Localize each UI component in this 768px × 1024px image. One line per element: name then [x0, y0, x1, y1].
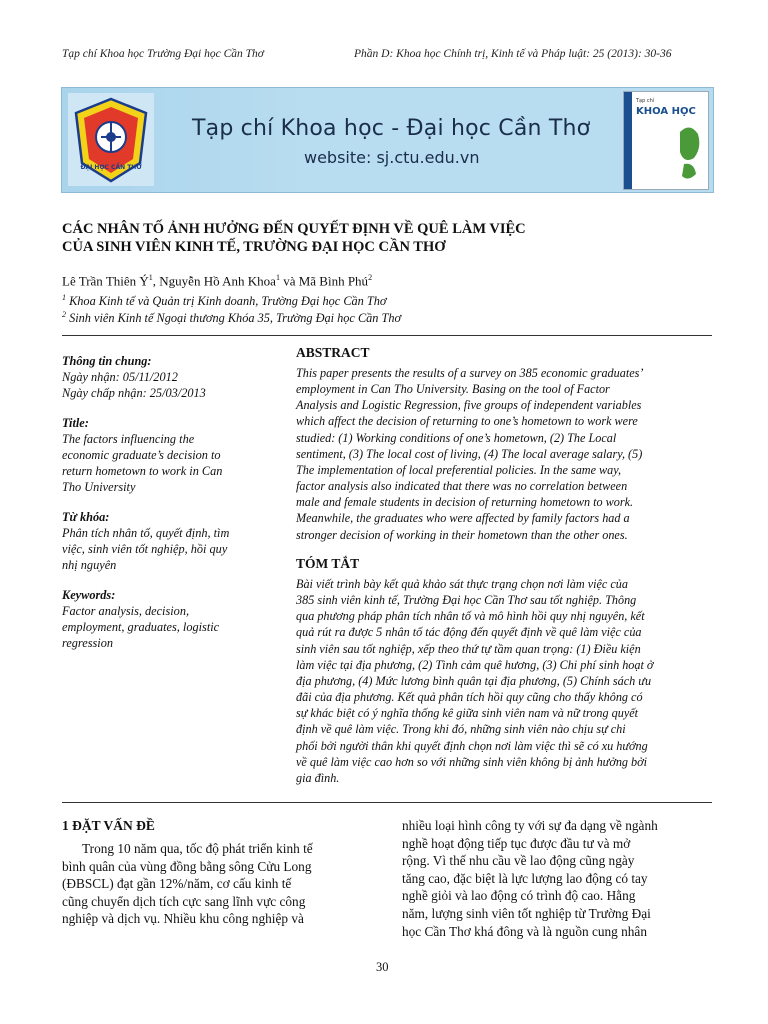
english-title-heading: Title:	[62, 416, 89, 430]
abstract-line: stronger decision of working in their hometown than the other ones.	[296, 527, 628, 542]
abstract-line: This paper presents the results of a survey on 385 economic graduates’	[296, 366, 644, 380]
author-affiliation-mark: 2	[368, 273, 373, 282]
affiliation-mark: 1	[62, 293, 66, 302]
tomtat-line: đãi của địa phương. Kết quả phân tích hồi quy cũng cho thấy không có	[296, 690, 643, 705]
tomtat-section	[296, 556, 710, 786]
abstract-body	[296, 365, 710, 543]
running-header-issue: Phần D: Khoa học Chính trị, Kinh tế và Pháp luật: 25 (2013): 30-36	[354, 48, 672, 60]
author-affiliation-mark: 1	[148, 273, 153, 282]
author-name: Mã Bình Phú	[298, 273, 369, 289]
section-1-right-column	[402, 817, 710, 940]
body-line: cũng chuyển dịch tích cực sang lĩnh vực công	[62, 893, 306, 909]
tomtat-line: về quê làm việc cao hơn so với những sinh viên không bị ảnh hưởng bởi	[296, 754, 648, 769]
abstract-line: studied: (1) Working conditions of one’s hometown, (2) The Local	[296, 430, 617, 445]
abstract-line: employment in Can Tho University. Basing on the tool of Factor	[296, 382, 610, 397]
received-date: Ngày nhận: 05/11/2012	[62, 370, 178, 384]
author-name: Nguyễn Hồ Anh Khoa	[159, 273, 276, 289]
body-line: nghề hoạt động tiếp tục được đầu tư và mở	[402, 835, 631, 851]
running-header-journal: Tạp chí Khoa học Trường Đại học Cần Thơ	[62, 48, 264, 60]
abstract-line: Analysis and Logistic Regression, five groups of independent variables	[296, 398, 642, 413]
english-keywords-heading: Keywords:	[62, 588, 116, 602]
affiliation-2	[62, 310, 401, 326]
tomtat-line: sinh viên sau tốt nghiệp, xếp theo thứ tự tầm quan trọng: (1) Điều kiện	[296, 641, 641, 656]
body-line: học Cần Thơ khá đông và là nguồn cung nhân	[402, 923, 647, 939]
article-info-sidebar	[62, 353, 272, 660]
tomtat-line: 385 sinh viên kinh tế, Trường Đại học Cần Thơ sau tốt nghiệp. Thông	[296, 593, 637, 608]
body-line: nghề giỏi và lao động có trình độ cao. Hằng	[402, 888, 636, 904]
university-logo-icon	[68, 93, 154, 186]
english-keywords-line: regression	[62, 636, 114, 650]
abstract-line: sentiment, (3) The local cost of living, (4) The local average salary, (5)	[296, 446, 643, 461]
english-keywords-line: employment, graduates, logistic	[62, 620, 220, 634]
abstract-line: Meanwhile, the graduates who were affected by family factors had a	[296, 511, 630, 526]
english-title-line: Tho University	[62, 480, 136, 494]
abstract-line: male and female students in decision of returning hometown to work.	[296, 495, 634, 510]
body-line: rộng. Vì thế nhu cầu về lao động cũng ngày	[402, 853, 635, 869]
body-line: nhiều loại hình công ty với sự đa dạng về ngành	[402, 818, 658, 833]
english-title-line: The factors influencing the	[62, 432, 195, 446]
tomtat-line: định về quê làm việc. Trong khi đó, những sinh viên nào chịu sự chi	[296, 722, 626, 737]
cover-label: Tạp chí	[636, 98, 655, 104]
abstract-line: The implementation of local preferential policies. In the same way,	[296, 462, 622, 477]
author-separator: và	[279, 273, 299, 289]
abstract-line: factor analysis also indicated that there was no correlation between	[296, 479, 628, 494]
author-name: Lê Trần Thiên Ý	[62, 273, 149, 289]
english-title-block	[62, 415, 272, 495]
general-info-block	[62, 353, 272, 401]
english-title-line: economic graduate’s decision to	[62, 448, 221, 462]
english-title-line: return hometown to work in Can	[62, 464, 223, 478]
vietnamese-keywords-line: nhị nguyên	[62, 558, 117, 572]
section-1-heading: 1 ĐẶT VẤN ĐỀ	[62, 818, 155, 833]
body-line: năm, lượng sinh viên tốt nghiệp từ Trường Đại	[402, 905, 651, 921]
divider-top	[62, 335, 712, 336]
tomtat-line: gia đình.	[296, 770, 340, 785]
abstract-line: which affect the decision of returning to one’s hometown to work were	[296, 414, 638, 429]
article-title-line-2: CỦA SINH VIÊN KINH TẾ, TRƯỜNG ĐẠI HỌC CẦN THƠ	[62, 239, 446, 255]
journal-cover-thumbnail	[623, 91, 709, 190]
tomtat-line: Bài viết trình bày kết quả khảo sát thực trạng chọn nơi làm việc của	[296, 577, 628, 591]
affiliation-text: Khoa Kinh tế và Quản trị Kinh doanh, Trường Đại học Cần Thơ	[66, 294, 387, 309]
tomtat-heading: TÓM TẮT	[296, 556, 360, 571]
article-title-line-1: CÁC NHÂN TỐ ẢNH HƯỞNG ĐẾN QUYẾT ĐỊNH VỀ QUÊ LÀM VIỆC	[62, 221, 526, 237]
general-info-heading: Thông tin chung:	[62, 354, 152, 368]
body-line: Trong 10 năm qua, tốc độ phát triển kinh tế	[82, 841, 313, 856]
tomtat-line: qua phương pháp phân tích nhân tố và mô hình hồi quy nhị nguyên, kết	[296, 609, 645, 624]
body-line: (ĐBSCL) đạt gần 12%/năm, cơ cấu kinh tế	[62, 876, 292, 892]
tomtat-line: phối bởi người thân khi quyết định chọn nơi làm việc thì sẽ có xu hướng	[296, 738, 648, 753]
affiliation-mark: 2	[62, 310, 66, 319]
abstract-heading: ABSTRACT	[296, 345, 370, 360]
section-1-left-text	[62, 840, 364, 928]
english-keywords-line: Factor analysis, decision,	[62, 604, 190, 618]
tomtat-body	[296, 576, 710, 786]
vietnamese-keywords-line: việc, sinh viên tốt nghiệp, hồi quy	[62, 542, 228, 556]
cover-title: KHOA HỌC	[636, 106, 696, 117]
vietnamese-keywords-block	[62, 509, 272, 573]
banner-title: Tạp chí Khoa học - Đại học Cần Thơ	[192, 116, 591, 141]
article-title	[62, 220, 702, 256]
tomtat-line: làm việc tại địa phương, (2) Tình cảm quê hương, (3) Chi phí sinh hoạt ở	[296, 657, 654, 672]
tomtat-line: địa phương, (4) Mức lương bình quân tại địa phương, (5) Chính sách ưu	[296, 673, 652, 688]
divider-bottom	[62, 802, 712, 803]
tomtat-line: quả rút ra được 5 nhân tố tác động đến quyết định về quê làm việc của	[296, 625, 642, 640]
page-number: 30	[376, 960, 389, 974]
body-line: nghiệp và dịch vụ. Nhiều khu công nghiệp và	[62, 911, 304, 927]
banner-website: website: sj.ctu.edu.vn	[304, 148, 480, 167]
affiliation-text: Sinh viên Kinh tế Ngoại thương Khóa 35, Trường Đại học Cần Thơ	[66, 311, 402, 326]
english-keywords-block	[62, 587, 272, 651]
accepted-date: Ngày chấp nhận: 25/03/2013	[62, 386, 206, 400]
tomtat-line: sự khác biệt có ý nghĩa thống kê giữa sinh viên nam và nữ trong quyết	[296, 706, 639, 721]
section-1-left-column	[62, 818, 364, 928]
vietnamese-keywords-line: Phân tích nhân tố, quyết định, tìm	[62, 526, 230, 540]
author-list	[62, 273, 372, 289]
logo-text: ĐẠI HỌC CẦN THƠ	[80, 164, 142, 171]
vietnamese-keywords-heading: Từ khóa:	[62, 510, 110, 524]
affiliation-1	[62, 293, 386, 309]
journal-banner	[61, 87, 714, 193]
body-line: tăng cao, đặc biệt là lực lượng lao động có tay	[402, 870, 648, 886]
body-line: bình quân của vùng đồng bằng sông Cửu Long	[62, 858, 312, 874]
author-affiliation-mark: 1	[275, 273, 280, 282]
abstract-section	[296, 345, 710, 543]
author-separator: ,	[152, 273, 160, 289]
